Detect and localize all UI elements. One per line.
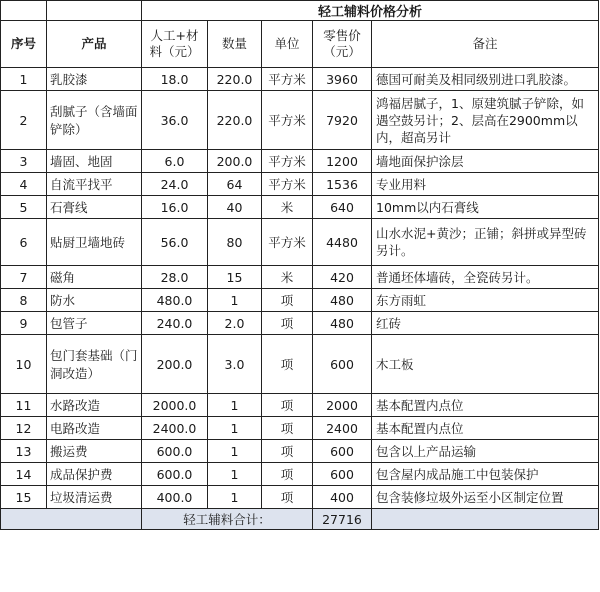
row-unit-price: 56.0 bbox=[142, 219, 208, 266]
row-no: 12 bbox=[1, 417, 47, 440]
row-retail: 420 bbox=[313, 266, 372, 289]
row-no: 6 bbox=[1, 219, 47, 266]
row-retail: 600 bbox=[313, 463, 372, 486]
header-no: 序号 bbox=[1, 21, 47, 68]
row-unit-price: 16.0 bbox=[142, 196, 208, 219]
table-row bbox=[1, 440, 599, 463]
row-no: 10 bbox=[1, 335, 47, 394]
row-no: 7 bbox=[1, 266, 47, 289]
row-unit: 项 bbox=[262, 335, 313, 394]
row-quantity: 40 bbox=[208, 196, 262, 219]
table-title: 轻工辅料价格分析 bbox=[142, 1, 599, 21]
table-row bbox=[1, 173, 599, 196]
table-row bbox=[1, 150, 599, 173]
table-row bbox=[1, 91, 599, 150]
row-no: 9 bbox=[1, 312, 47, 335]
row-remark: 东方雨虹 bbox=[372, 289, 599, 312]
table-row bbox=[1, 219, 599, 266]
table-row bbox=[1, 335, 599, 394]
row-retail: 2000 bbox=[313, 394, 372, 417]
row-remark: 10mm以内石膏线 bbox=[372, 196, 599, 219]
row-unit-price: 18.0 bbox=[142, 68, 208, 91]
row-remark: 基本配置内点位 bbox=[372, 394, 599, 417]
row-retail: 480 bbox=[313, 289, 372, 312]
total-value: 27716 bbox=[313, 509, 372, 530]
row-unit-price: 24.0 bbox=[142, 173, 208, 196]
row-no: 2 bbox=[1, 91, 47, 150]
table-row bbox=[1, 196, 599, 219]
row-unit: 平方米 bbox=[262, 150, 313, 173]
table-row bbox=[1, 312, 599, 335]
row-retail: 7920 bbox=[313, 91, 372, 150]
row-retail: 3960 bbox=[313, 68, 372, 91]
row-remark: 基本配置内点位 bbox=[372, 417, 599, 440]
row-remark: 山水水泥+黄沙；正铺；斜拼或异型砖另计。 bbox=[372, 219, 599, 266]
row-product: 石膏线 bbox=[47, 196, 142, 219]
row-remark: 包含以上产品运输 bbox=[372, 440, 599, 463]
row-unit: 平方米 bbox=[262, 68, 313, 91]
row-quantity: 2.0 bbox=[208, 312, 262, 335]
row-retail: 600 bbox=[313, 335, 372, 394]
row-no: 8 bbox=[1, 289, 47, 312]
row-quantity: 15 bbox=[208, 266, 262, 289]
row-retail: 2400 bbox=[313, 417, 372, 440]
row-remark: 包含装修垃圾外运至小区制定位置 bbox=[372, 486, 599, 509]
table-row bbox=[1, 394, 599, 417]
header-row bbox=[1, 21, 599, 68]
row-product: 电路改造 bbox=[47, 417, 142, 440]
row-quantity: 80 bbox=[208, 219, 262, 266]
row-no: 13 bbox=[1, 440, 47, 463]
row-no: 1 bbox=[1, 68, 47, 91]
row-unit-price: 480.0 bbox=[142, 289, 208, 312]
row-retail: 400 bbox=[313, 486, 372, 509]
row-product: 刮腻子（含墙面铲除） bbox=[47, 91, 142, 150]
header-remark: 备注 bbox=[372, 21, 599, 68]
row-remark: 墙地面保护涂层 bbox=[372, 150, 599, 173]
row-retail: 4480 bbox=[313, 219, 372, 266]
row-remark: 包含屋内成品施工中包装保护 bbox=[372, 463, 599, 486]
row-retail: 1536 bbox=[313, 173, 372, 196]
row-quantity: 1 bbox=[208, 463, 262, 486]
table-row bbox=[1, 68, 599, 91]
row-unit-price: 400.0 bbox=[142, 486, 208, 509]
row-unit: 平方米 bbox=[262, 173, 313, 196]
total-row bbox=[1, 509, 599, 530]
row-no: 4 bbox=[1, 173, 47, 196]
header-product: 产品 bbox=[47, 21, 142, 68]
row-remark: 普通坯体墙砖，全瓷砖另计。 bbox=[372, 266, 599, 289]
row-product: 水路改造 bbox=[47, 394, 142, 417]
row-unit: 项 bbox=[262, 312, 313, 335]
table-row bbox=[1, 417, 599, 440]
table-row bbox=[1, 463, 599, 486]
row-unit: 项 bbox=[262, 394, 313, 417]
row-unit: 米 bbox=[262, 196, 313, 219]
row-product: 自流平找平 bbox=[47, 173, 142, 196]
row-unit-price: 200.0 bbox=[142, 335, 208, 394]
row-quantity: 220.0 bbox=[208, 91, 262, 150]
row-retail: 640 bbox=[313, 196, 372, 219]
row-unit-price: 600.0 bbox=[142, 440, 208, 463]
header-unit-price: 人工+材料（元） bbox=[142, 21, 208, 68]
row-unit: 平方米 bbox=[262, 219, 313, 266]
row-unit: 项 bbox=[262, 289, 313, 312]
row-no: 5 bbox=[1, 196, 47, 219]
row-unit-price: 6.0 bbox=[142, 150, 208, 173]
row-unit: 项 bbox=[262, 486, 313, 509]
header-retail: 零售价（元） bbox=[313, 21, 372, 68]
row-no: 3 bbox=[1, 150, 47, 173]
row-retail: 1200 bbox=[313, 150, 372, 173]
row-unit: 项 bbox=[262, 417, 313, 440]
row-no: 14 bbox=[1, 463, 47, 486]
row-quantity: 1 bbox=[208, 417, 262, 440]
row-retail: 480 bbox=[313, 312, 372, 335]
row-unit-price: 2400.0 bbox=[142, 417, 208, 440]
row-no: 15 bbox=[1, 486, 47, 509]
table-row bbox=[1, 486, 599, 509]
row-product: 成品保护费 bbox=[47, 463, 142, 486]
row-unit-price: 28.0 bbox=[142, 266, 208, 289]
row-quantity: 1 bbox=[208, 440, 262, 463]
row-no: 11 bbox=[1, 394, 47, 417]
row-unit-price: 2000.0 bbox=[142, 394, 208, 417]
row-remark: 专业用料 bbox=[372, 173, 599, 196]
row-product: 磁角 bbox=[47, 266, 142, 289]
row-product: 垃圾清运费 bbox=[47, 486, 142, 509]
row-unit-price: 600.0 bbox=[142, 463, 208, 486]
row-remark: 红砖 bbox=[372, 312, 599, 335]
table-row bbox=[1, 289, 599, 312]
row-product: 包门套基础（门洞改造） bbox=[47, 335, 142, 394]
row-retail: 600 bbox=[313, 440, 372, 463]
row-quantity: 64 bbox=[208, 173, 262, 196]
row-unit: 米 bbox=[262, 266, 313, 289]
total-label: 轻工辅料合计： bbox=[142, 509, 313, 530]
row-remark: 德国可耐美及相同级别进口乳胶漆。 bbox=[372, 68, 599, 91]
table-row bbox=[1, 266, 599, 289]
row-quantity: 200.0 bbox=[208, 150, 262, 173]
row-unit-price: 36.0 bbox=[142, 91, 208, 150]
row-unit: 项 bbox=[262, 440, 313, 463]
row-unit-price: 240.0 bbox=[142, 312, 208, 335]
row-product: 贴厨卫墙地砖 bbox=[47, 219, 142, 266]
row-product: 包管子 bbox=[47, 312, 142, 335]
row-product: 乳胶漆 bbox=[47, 68, 142, 91]
row-quantity: 1 bbox=[208, 486, 262, 509]
row-product: 墙固、地固 bbox=[47, 150, 142, 173]
row-quantity: 220.0 bbox=[208, 68, 262, 91]
row-unit: 平方米 bbox=[262, 91, 313, 150]
row-quantity: 3.0 bbox=[208, 335, 262, 394]
row-unit: 项 bbox=[262, 463, 313, 486]
row-quantity: 1 bbox=[208, 394, 262, 417]
header-quantity: 数量 bbox=[208, 21, 262, 68]
row-quantity: 1 bbox=[208, 289, 262, 312]
row-remark: 木工板 bbox=[372, 335, 599, 394]
row-product: 防水 bbox=[47, 289, 142, 312]
header-unit: 单位 bbox=[262, 21, 313, 68]
row-product: 搬运费 bbox=[47, 440, 142, 463]
row-remark: 鸿福居腻子，1、原建筑腻子铲除，如遇空鼓另计；2、层高在2900mm以内，超高另计 bbox=[372, 91, 599, 150]
